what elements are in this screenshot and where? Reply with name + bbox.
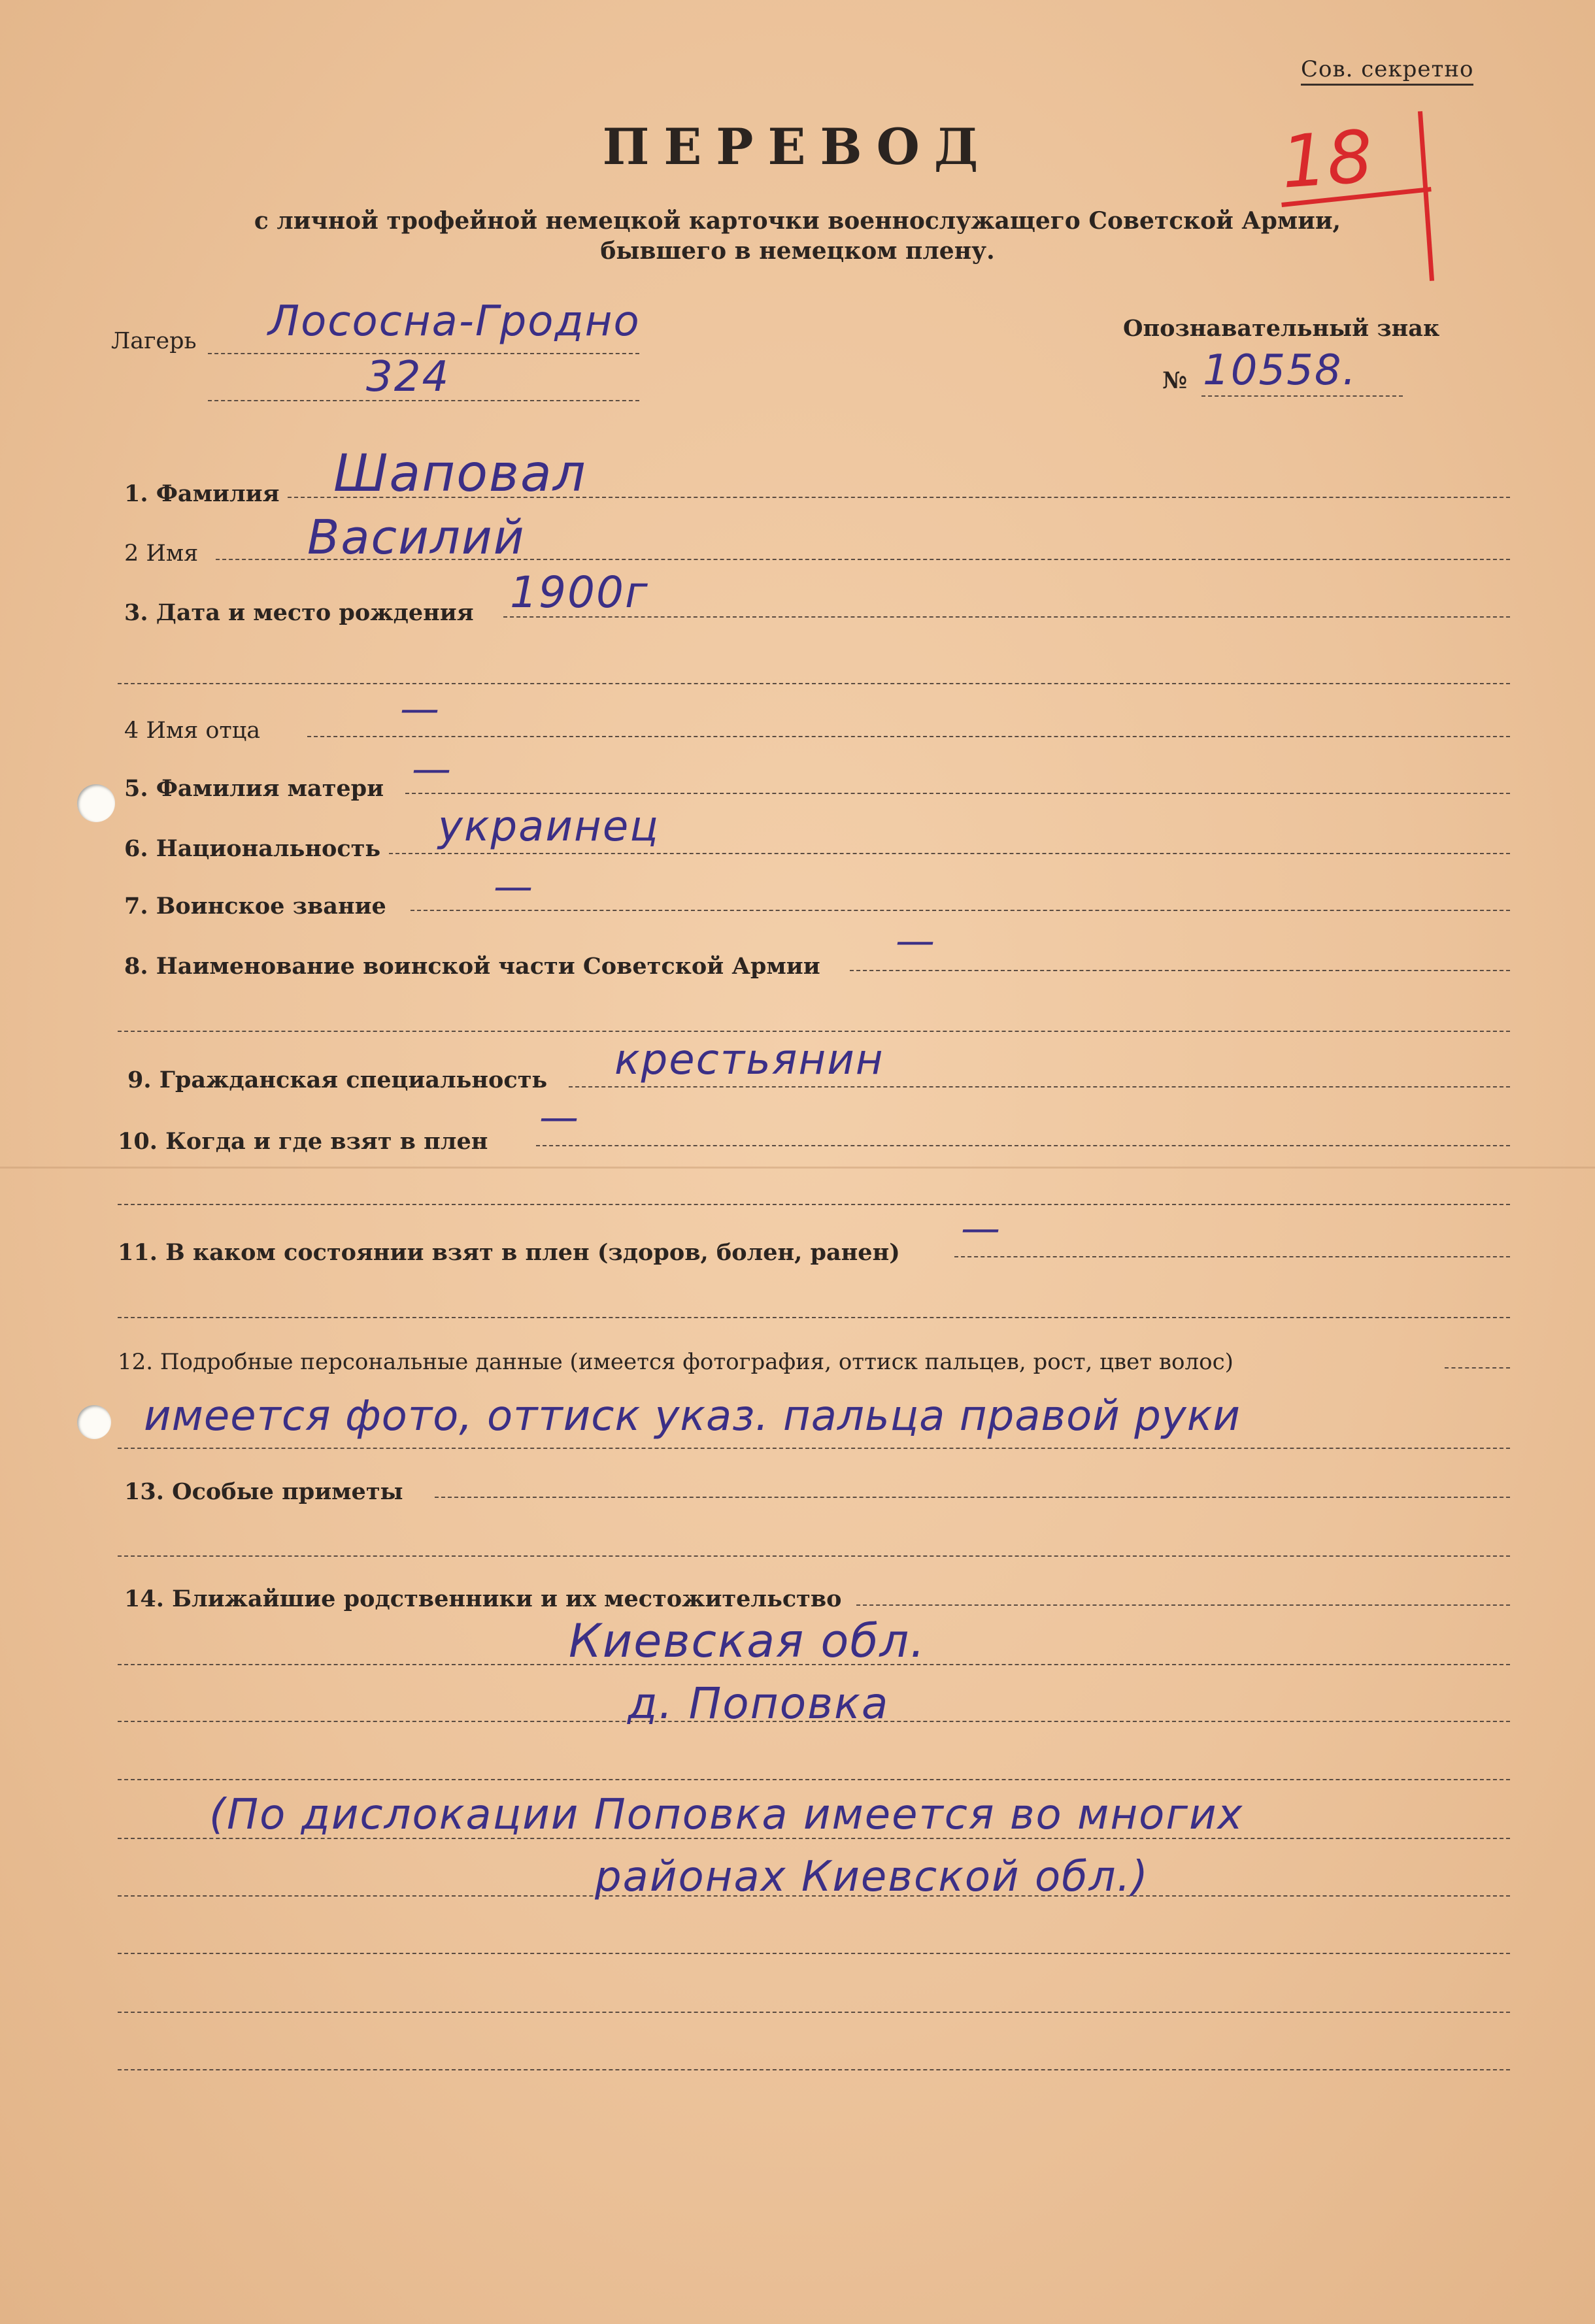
birth-value: 1900г (510, 567, 649, 618)
father-name-value: — (400, 686, 441, 732)
capture-condition-value: — (961, 1206, 1001, 1252)
capture-condition-label: 11. В каком состоянии взят в плен (здоров, болен, ранен) (118, 1239, 900, 1266)
rank-value: — (494, 864, 534, 910)
rank-label: 7. Воинское звание (124, 893, 386, 920)
nationality-rule (389, 853, 1510, 854)
surname-value: Шаповал (333, 444, 587, 503)
id-tag-rule (1201, 395, 1403, 397)
captured-rule-2 (118, 1204, 1510, 1205)
captured-rule (536, 1145, 1510, 1146)
surname-label: 1. Фамилия (124, 480, 280, 507)
capture-condition-rule (954, 1256, 1510, 1257)
military-unit-label: 8. Наименование воинской части Советской Армии (124, 953, 820, 980)
relatives-label: 14. Ближайшие родственники и их местожительство (124, 1585, 842, 1612)
mother-surname-label: 5. Фамилия матери (124, 775, 384, 802)
punch-hole-top (77, 784, 115, 822)
name-label: 2 Имя (124, 540, 199, 567)
camp-value: Лососна-Гродно (268, 297, 641, 346)
id-tag-label: Опознавательный знак (1123, 315, 1440, 342)
classification-stamp: Сов. секретно (1301, 56, 1473, 86)
nationality-value: украинец (438, 803, 660, 851)
military-unit-rule (850, 970, 1510, 971)
page-title: ПЕРЕВОД (602, 118, 993, 176)
relatives-rule-4 (118, 1779, 1510, 1780)
rank-rule (411, 910, 1510, 911)
military-unit-rule-2 (118, 1031, 1510, 1032)
dislocation-note-line-2: районах Киевской обл.) (595, 1853, 1149, 1901)
dislocation-note-line-1: (По дислокации Поповка имеется во многих (209, 1791, 1244, 1839)
camp-number: 324 (366, 353, 450, 401)
special-marks-label: 13. Особые приметы (124, 1478, 403, 1505)
relatives-region: Киевская обл. (569, 1614, 926, 1668)
father-name-rule (307, 736, 1510, 737)
civil-profession-value: крестьянин (614, 1036, 884, 1084)
paper-fold (0, 1167, 1595, 1169)
birth-rule (503, 616, 1510, 618)
subtitle-line-1: с личной трофейной немецкой карточки военнослужащего Советской Армии, (254, 207, 1341, 235)
birth-label: 3. Дата и место рождения (124, 599, 474, 626)
civil-profession-rule (569, 1086, 1510, 1087)
relatives-rule-8 (118, 2012, 1510, 2013)
relatives-village: д. Поповка (628, 1678, 890, 1729)
special-marks-rule (435, 1497, 1510, 1498)
camp-label: Лагерь (111, 328, 197, 354)
personal-data-rule (1445, 1367, 1510, 1369)
military-unit-value: — (896, 918, 936, 964)
id-tag-number: 10558. (1203, 346, 1357, 395)
page-subtitle (0, 206, 1595, 266)
personal-data-label: 12. Подробные персональные данные (имеется фотография, оттиск пальцев, рост, цвет волос) (118, 1349, 1234, 1375)
capture-condition-rule-2 (118, 1317, 1510, 1318)
nationality-label: 6. Национальность (124, 835, 381, 862)
father-name-label: 4 Имя отца (124, 718, 261, 744)
civil-profession-label: 9. Гражданская специальность (127, 1067, 548, 1093)
red-pencil-number: 18 (1278, 114, 1376, 205)
id-tag-number-prefix: № (1162, 367, 1188, 394)
relatives-rule-9 (118, 2069, 1510, 2070)
birth-rule-2 (118, 683, 1510, 684)
subtitle-line-2: бывшего в немецком плену. (600, 237, 995, 265)
personal-data-rule-2 (118, 1448, 1510, 1449)
captured-label: 10. Когда и где взят в плен (118, 1128, 488, 1155)
special-marks-rule-2 (118, 1555, 1510, 1557)
mother-surname-value: — (412, 746, 452, 792)
personal-data-value: имеется фото, оттиск указ. пальца правой руки (144, 1392, 1241, 1440)
punch-hole-bottom (77, 1405, 111, 1439)
relatives-rule (856, 1604, 1510, 1606)
mother-surname-rule (405, 793, 1510, 794)
captured-value: — (539, 1095, 580, 1140)
relatives-rule-7 (118, 1953, 1510, 1954)
name-value: Василий (307, 510, 526, 565)
